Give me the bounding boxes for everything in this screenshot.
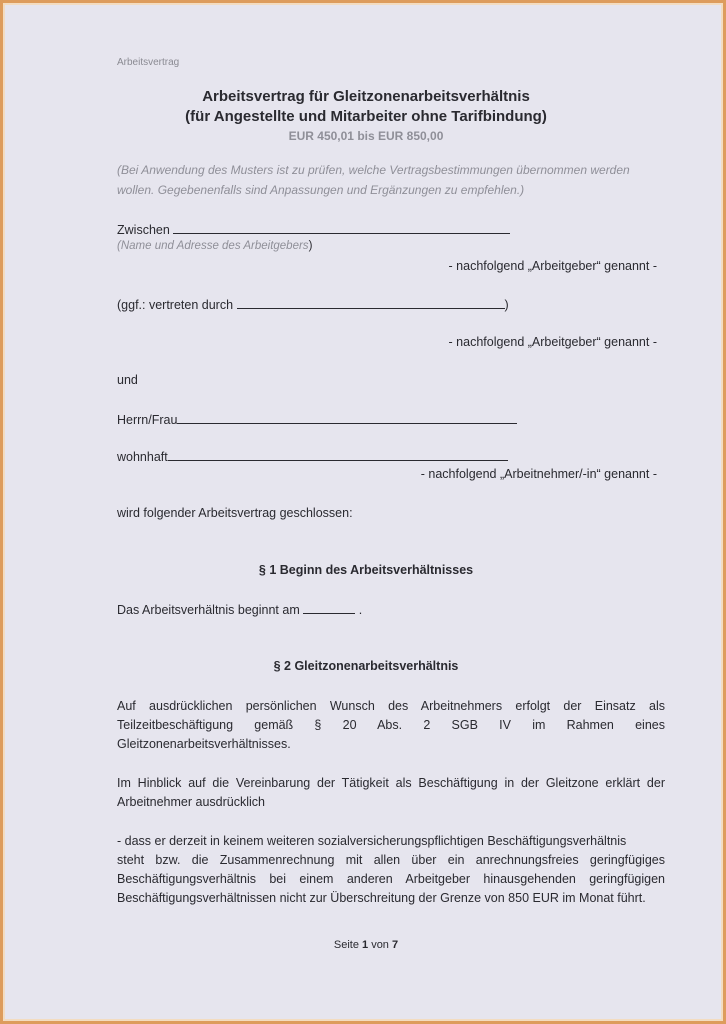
paragraph-1 bbox=[117, 697, 665, 754]
representative-field[interactable] bbox=[237, 296, 505, 309]
paragraph-line: Beschäftigungsverhältnis bei einem anderen Arbeitgeber hinausgehenden geringfügigen bbox=[117, 872, 665, 886]
start-date-text: Das Arbeitsverhältnis beginnt am bbox=[117, 603, 300, 617]
paragraph-line: Im Hinblick auf die Vereinbarung der Tätigkeit als Beschäftigung in der Gleitzone erklärt der bbox=[117, 776, 665, 790]
document-title: Arbeitsvertrag für Gleitzonenarbeitsverhältnis bbox=[202, 88, 530, 105]
concluded-text: wird folgender Arbeitsvertrag geschlossen: bbox=[117, 506, 353, 520]
usage-note-line2: wollen. Gegebenenfalls sind Anpassungen und Ergänzungen zu empfehlen.) bbox=[117, 183, 525, 197]
employee-designation: - nachfolgend „Arbeitnehmer/-in“ genannt - bbox=[420, 467, 657, 481]
footer-page-number: 1 bbox=[362, 939, 369, 951]
paragraph-line: Beschäftigungsverhältnissen nicht zur Überschreitung der Grenze von 850 EUR im Monat führt. bbox=[117, 891, 646, 905]
zwischen-label: Zwischen bbox=[117, 223, 170, 237]
paragraph-line: Auf ausdrücklichen persönlichen Wunsch des Arbeitnehmers erfolgt der Einsatz als bbox=[117, 699, 665, 713]
footer-total-pages: 7 bbox=[392, 939, 399, 951]
paragraph-line: - dass er derzeit in keinem weiteren sozialversicherungspflichtigen Beschäftigungsverhältnis bbox=[117, 834, 627, 848]
employee-name-field[interactable] bbox=[177, 411, 517, 424]
start-date-row bbox=[117, 601, 362, 617]
employer-hint-text: (Name und Adresse des Arbeitgebers bbox=[117, 240, 309, 252]
herr-frau-row bbox=[117, 411, 517, 427]
section1-heading: § 1 Beginn des Arbeitsverhältnisses bbox=[258, 563, 474, 577]
page-footer bbox=[3, 939, 726, 951]
employee-address-field[interactable] bbox=[168, 448, 508, 461]
footer-prefix: Seite bbox=[333, 939, 359, 951]
herr-frau-label: Herrn/Frau bbox=[117, 413, 178, 427]
employer-hint-close: ) bbox=[308, 240, 313, 252]
start-date-field[interactable] bbox=[303, 601, 355, 614]
employer-designation-2: - nachfolgend „Arbeitgeber“ genannt - bbox=[448, 335, 657, 349]
running-header: Arbeitsvertrag bbox=[117, 57, 180, 68]
represented-label: (ggf.: vertreten durch bbox=[117, 298, 234, 312]
start-date-period: . bbox=[358, 603, 363, 617]
paragraph-2 bbox=[117, 774, 665, 812]
usage-note-line1: (Bei Anwendung des Musters ist zu prüfen, welche Vertragsbestimmungen übernommen werden bbox=[117, 163, 630, 177]
wohnhaft-label: wohnhaft bbox=[117, 450, 168, 464]
zwischen-row bbox=[117, 221, 510, 237]
employer-hint bbox=[117, 240, 312, 252]
section2-heading: § 2 Gleitzonenarbeitsverhältnis bbox=[273, 659, 459, 673]
wohnhaft-row bbox=[117, 448, 508, 464]
represented-close: ) bbox=[504, 298, 509, 312]
und-label: und bbox=[117, 373, 138, 387]
employer-designation-1: - nachfolgend „Arbeitgeber“ genannt - bbox=[448, 259, 657, 273]
paragraph-line: steht bzw. die Zusammenrechnung mit allen über ein anrechnungsfreies geringfügiges bbox=[117, 853, 665, 867]
represented-row bbox=[117, 296, 509, 312]
paragraph-line: Teilzeitbeschäftigung gemäß § 20 Abs. 2 SGB IV im Rahmen eines bbox=[117, 718, 665, 732]
salary-range: EUR 450,01 bis EUR 850,00 bbox=[288, 129, 444, 143]
paragraph-line: Arbeitnehmer ausdrücklich bbox=[117, 795, 265, 809]
paragraph-line: Gleitzonenarbeitsverhältnisses. bbox=[117, 737, 291, 751]
document-title-line2: (für Angestellte und Mitarbeiter ohne Tarifbindung) bbox=[185, 108, 547, 125]
paragraph-3 bbox=[117, 832, 665, 908]
footer-middle: von bbox=[371, 939, 389, 951]
employer-name-field[interactable] bbox=[173, 221, 510, 234]
